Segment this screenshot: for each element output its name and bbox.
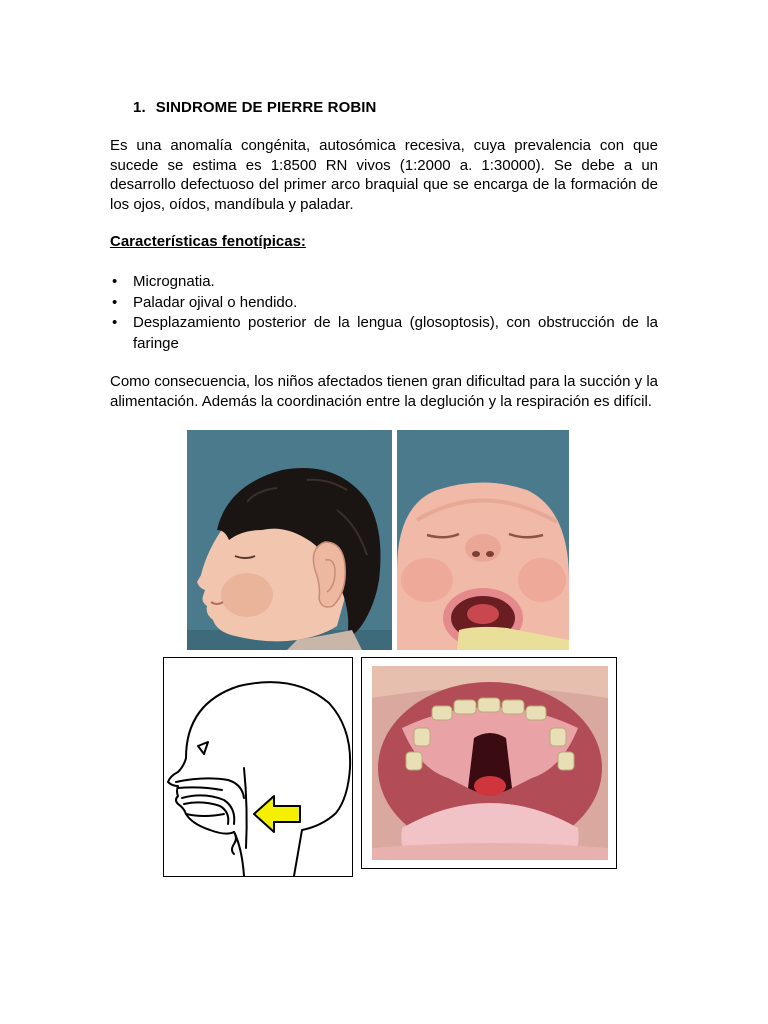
bullet-icon: • [112, 273, 118, 290]
bullet-icon: • [112, 314, 118, 331]
list-item: • Paladar ojival o hendido. [110, 293, 658, 314]
phenotype-subheading: Características fenotípicas: [110, 233, 306, 250]
list-item: • Micrognatia. [110, 272, 658, 293]
head-sagittal-line-drawing [163, 657, 353, 877]
infant-open-mouth-photo [397, 430, 569, 650]
consequence-paragraph: Como consecuencia, los niños afectados tienen gran dificultad para la succión y la alimentación. Además la coordinación entre la deglución y la respiración es difícil. [110, 373, 658, 410]
bullet-icon: • [112, 293, 118, 311]
section-title: SINDROME DE PIERRE ROBIN [155, 99, 377, 116]
cleft-palate-photo [361, 657, 617, 869]
infant-profile-photo [187, 430, 392, 650]
section-heading [133, 99, 376, 116]
list-item: • Desplazamiento posterior de la lengua (glosoptosis), con obstrucción de la faringe [112, 314, 658, 352]
phenotype-list [110, 272, 658, 354]
section-number: 1. [133, 99, 146, 116]
intro-paragraph: Es una anomalía congénita, autosómica recesiva, cuya prevalencia con que sucede se estima es 1:8500 RN vivos (1:2000 a. 1:30000). Se debe a un desarrollo defectuoso del primer arco braquial que se encarga de la formación de los ojos, oídos, mandíbula y paladar. [110, 137, 658, 213]
